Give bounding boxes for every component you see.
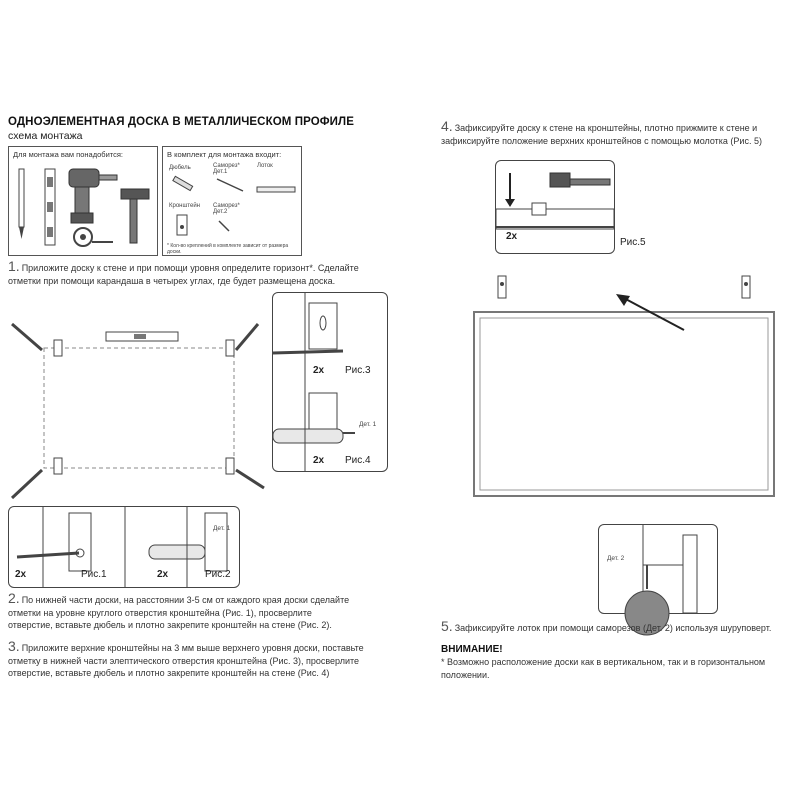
drill-icon (69, 169, 117, 223)
figure-3-illustration (273, 293, 387, 471)
kit-item-screw1-label: Саморез* Дет.1 (213, 163, 240, 175)
step-1-text-2: отметки при помощи карандаша в четырех углах, где будет размещена доска. (8, 275, 336, 286)
step-4-number: 4. (441, 118, 453, 134)
pencil-icon (19, 169, 24, 239)
step-2 (8, 592, 398, 632)
step-1-text: Приложите доску к стене и при помощи уровня определите горизонт*. Сделайте (21, 263, 359, 273)
step-3-text-3: отверстие, вставьте дюбель и плотно закрепите кронштейн на стене (Рис. 4) (8, 668, 330, 678)
kit-footnote: * Кол-во креплений в комплекте зависит от размера доски. (167, 243, 289, 255)
figure-3-4-panel (272, 292, 388, 472)
step-5-number: 5. (441, 618, 453, 634)
figure-4-label: Рис.4 (345, 455, 371, 466)
tools-box (8, 146, 158, 256)
page-title: ОДНОЭЛЕМЕНТНАЯ ДОСКА В МЕТАЛЛИЧЕСКОМ ПРОФИЛЕ (8, 116, 354, 128)
warning-note (441, 656, 800, 681)
tools-illustration (9, 147, 157, 255)
figure-1-qty: 2x (15, 569, 27, 580)
step-3-text-2: отметку в нижней части элептического отверстия кронштейна (Рис. 3), просверлите (8, 655, 360, 666)
bracket-icon (54, 340, 62, 356)
kit-box-caption: В комплект для монтажа входит: (167, 150, 282, 159)
step-4-text-2: зафиксируйте положение верхних кронштейнов с помощью молотка (Рис. 5) (441, 135, 762, 146)
tray-icon (257, 187, 295, 192)
step-1 (8, 260, 388, 287)
bracket-icon (226, 458, 234, 474)
bracket-icon (498, 276, 506, 298)
figure-6-illustration (599, 525, 717, 613)
bracket-icon (742, 276, 750, 298)
step-1-number: 1. (8, 258, 20, 274)
figure-1-label: Рис.1 (81, 569, 107, 580)
warning-text-2: положении. (441, 669, 490, 680)
figure-2-label: Рис.2 (205, 569, 231, 580)
tape-measure-icon (74, 228, 113, 246)
dowel-icon (173, 176, 193, 190)
tools-box-caption: Для монтажа вам понадобится: (13, 150, 123, 159)
figure-5-qty: 2x (506, 231, 518, 242)
figure-4-part-label: Дет. 1 (359, 421, 377, 428)
figure-2-qty: 2x (157, 569, 169, 580)
kit-item-tray-label: Лоток (257, 163, 273, 169)
screw-icon (217, 179, 243, 191)
figure-6-panel (598, 524, 718, 614)
level-icon (106, 332, 178, 341)
step-3-number: 3. (8, 638, 20, 654)
step-5 (441, 620, 800, 635)
step-5-text: Зафиксируйте лоток при помощи саморезов (Дет. 2) используя шуруповерт. (454, 623, 772, 633)
screw-icon (219, 221, 229, 231)
kit-item-bracket-label: Кронштейн (169, 203, 200, 209)
hammer-icon (121, 189, 149, 243)
pencil-icon (236, 324, 258, 350)
step-2-text: По нижней части доски, на расстоянии 3-5 см от каждого края доски сделайте (21, 595, 350, 605)
figure-3-qty: 2x (313, 365, 325, 376)
bracket-icon (226, 340, 234, 356)
bracket-icon (54, 458, 62, 474)
kit-illustration (163, 147, 301, 255)
figure-4-qty: 2x (313, 455, 325, 466)
step-2-text-2: отметки на уровне круглого отверстия кронштейна (Рис. 1), просверлите (8, 607, 312, 618)
figure-6-part-label: Дет. 2 (607, 555, 625, 562)
kit-box (162, 146, 302, 256)
warning-text: * Возможно расположение доски как в вертикальном, так и в горизонтальном (441, 657, 766, 667)
step-2-text-3: отверстие, вставьте дюбель и плотно закрепите кронштейн на стене (Рис. 2). (8, 620, 332, 630)
figure-5-label: Рис.5 (620, 237, 646, 248)
pencil-icon (12, 324, 42, 350)
page-subtitle: схема монтажа (8, 130, 83, 142)
figure-1-2-panel (8, 506, 240, 588)
whiteboard-diagram (474, 276, 774, 506)
figure-3-label: Рис.3 (345, 365, 371, 376)
step-3 (8, 640, 398, 680)
figure-5-panel (495, 160, 646, 254)
hammer-icon (550, 173, 610, 187)
pencil-icon (236, 470, 264, 488)
step-4 (441, 120, 791, 147)
whiteboard (474, 312, 774, 496)
kit-item-dowel-label: Дюбель (169, 165, 191, 171)
figure-2-part-label: Дет. 1 (213, 525, 231, 532)
pencil-icon (12, 470, 42, 498)
step-4-text: Зафиксируйте доску к стене на кронштейны, плотно прижмите к стене и (454, 123, 758, 133)
kit-item-screw2-label: Саморез* Дет.2 (213, 203, 240, 215)
bracket-icon (177, 215, 187, 235)
step-3-text: Приложите верхние кронштейны на 3 мм выше верхнего уровня доски, поставьте (21, 643, 364, 653)
marking-diagram (8, 310, 268, 490)
step-2-number: 2. (8, 590, 20, 606)
level-icon (45, 169, 55, 245)
warning-title: ВНИМАНИЕ! (441, 644, 503, 655)
